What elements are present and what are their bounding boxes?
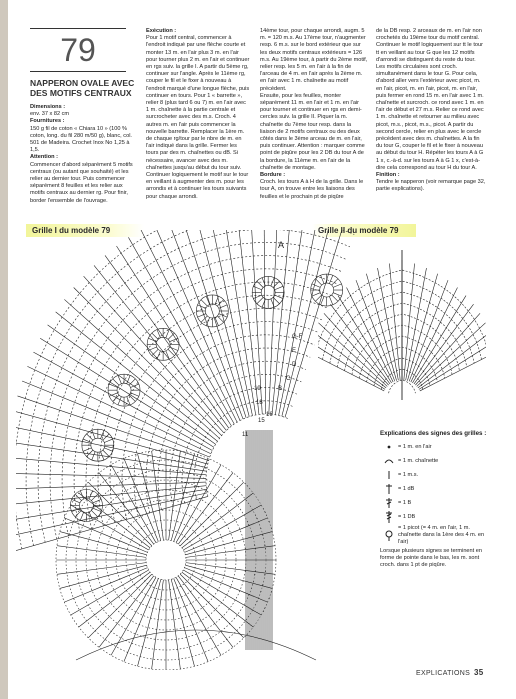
grille-2-label: Grille II du modèle 79 — [312, 224, 416, 237]
fan-spoke — [57, 546, 146, 558]
fan-spoke — [88, 574, 152, 638]
chart-2-strokes — [318, 250, 486, 400]
fan-spoke — [169, 451, 181, 540]
chart-label-19: 19 — [254, 386, 261, 392]
motif-circle-inner — [91, 438, 105, 452]
motif-spoke — [93, 499, 101, 502]
motif-spoke — [166, 330, 169, 338]
legend-text: = 1 DB — [398, 513, 416, 520]
page-number: 35 — [474, 668, 484, 677]
fan-spoke — [184, 518, 267, 552]
legend-items — [380, 441, 490, 546]
grille-1-label: Grille I du modèle 79 — [26, 224, 144, 237]
motif-spoke — [118, 397, 121, 405]
legend-symbol-icon — [380, 511, 398, 523]
motif-spoke — [257, 297, 263, 303]
stitch-spoke — [264, 230, 266, 414]
column-execution — [146, 28, 250, 201]
stitch-spoke — [22, 381, 210, 457]
legend-symbol-icon — [380, 469, 398, 481]
row-arc — [182, 388, 297, 503]
fournitures-text: 150 g fil de coton « Chiara 10 » (100 % coton, long. du fil 280 m/50 g), blanc, col. 501 de Madeira. Crochet Inox No 1,25 à 1,5. — [30, 125, 132, 154]
motif-circle-inner — [156, 337, 170, 351]
leaf-spoke — [318, 323, 387, 387]
execution-heading: Exécution : — [146, 28, 177, 34]
row-arc — [50, 242, 345, 539]
motif-circle-inner — [261, 285, 275, 299]
motif-circle-inner — [117, 383, 131, 397]
legend-text: = 1 m. en l'air — [398, 443, 432, 450]
legend-symbol-icon — [380, 497, 398, 509]
finition-text: Tendre le napperon (voir remarque page 32, partie explications). — [376, 179, 486, 193]
legend-row — [380, 441, 490, 453]
chart-label-e: E — [292, 348, 297, 354]
legend-row — [380, 525, 490, 546]
motif-spoke — [103, 450, 109, 456]
legend-row — [380, 483, 490, 495]
fournitures-heading: Fournitures : — [30, 118, 65, 125]
attention-heading: Attention : — [30, 154, 58, 161]
fan-ring — [146, 540, 186, 580]
leaf-spoke — [330, 304, 390, 384]
motif-spoke — [87, 434, 93, 440]
fan-spoke — [180, 574, 244, 638]
fan-spoke — [183, 505, 261, 550]
page-edge — [0, 0, 8, 699]
stitch-spoke — [33, 352, 212, 450]
motif-spoke — [275, 286, 283, 289]
motif-spoke — [91, 494, 97, 500]
fan-spoke — [71, 570, 149, 615]
legend-symbol-icon — [380, 530, 398, 542]
pattern-title: NAPPERON OVALE AVEC DES MOTIFS CENTRAUX — [30, 78, 135, 98]
motif-spoke — [157, 351, 160, 359]
legend-symbol-icon — [380, 441, 398, 453]
column-left — [30, 104, 138, 205]
leaf-spoke — [420, 352, 486, 391]
row-arc — [16, 230, 359, 549]
stitch-spoke — [180, 230, 246, 418]
chart-label-d: D — [292, 362, 297, 368]
finition-heading: Finition : — [376, 172, 400, 179]
motif-spoke — [75, 494, 81, 500]
stitch-spoke — [27, 366, 211, 453]
middle-text-2: Ensuite, pour les feuilles, monter séparément 11 m. en l'air et 1 m. en l'air pour tourner et continuer en rgs en demi-cercles suiv. la grille II. Piquer la m. chaînette du 7ème tour resp. dans la liaison de 2 motifs centraux ou des deux côtés dans le 3ème arceau de m. en l'air, puis continuer. Attention : marquer comme point de piqûre pour les 2 DB du tour A de la bordure, la 11ème m. en l'air de la chaînette de montage. — [260, 92, 365, 171]
bordure-text: Croch. les tours A à H de la grille. Dans le tour A, on trouve entre les liaisons des feuilles et le prochain pt de piqûre — [260, 179, 364, 200]
motif-spoke — [89, 491, 92, 499]
chart-1-strokes — [16, 230, 359, 670]
motif-spoke — [201, 300, 207, 306]
motif-spoke — [168, 349, 174, 355]
stitch-spoke — [141, 230, 237, 422]
motif-spoke — [166, 351, 169, 359]
stitch-spoke — [56, 312, 218, 441]
motif-spoke — [92, 430, 95, 438]
leaf-spoke — [414, 304, 474, 384]
legend-text: = 1 B — [398, 499, 412, 506]
stitch-spoke — [153, 230, 240, 421]
column-middle — [260, 28, 368, 201]
row-arc — [158, 361, 306, 509]
fan-spoke — [169, 580, 181, 669]
bordure-heading: Bordure : — [260, 172, 286, 179]
row-arc — [122, 322, 319, 520]
motif-spoke — [104, 448, 112, 451]
dimensions-text: env. 37 x 82 cm — [30, 111, 70, 118]
row-arc — [146, 348, 310, 513]
legend-row — [380, 497, 490, 509]
fan-spoke — [176, 577, 221, 655]
legend-note: Lorsque plusieurs signes se terminent en forme de pointe dans le bas, les m. sont croch. dans 1 pt de piqûre. — [380, 548, 482, 569]
motif-spoke — [206, 317, 209, 325]
motif-spoke — [83, 448, 91, 451]
chart-label-11: 11 — [242, 432, 249, 438]
chart-label-18: 18 — [256, 400, 263, 406]
chart-label-c: C — [286, 376, 291, 382]
legend — [380, 430, 490, 548]
fan-spoke — [184, 568, 267, 602]
middle-text-1: 14ème tour, pour chaque arrondi, augm. 5 m. = 120 m.s. Au 17ème tour, n'augmenter resp. 6 m.s. sur le bord extérieur que sur les deux motifs centraux extérieurs = 126 m.s. Au 19ème tour, à partir du 2ème motif, relier resp. les 5 m. en l'air à la fin de l'arceau de 4 m. en l'air après la 2ème m. en l'air avec 1 m. chaînette au motif précédent. — [260, 28, 368, 92]
leaf-spoke — [338, 296, 392, 383]
page-footer — [416, 668, 484, 677]
fan-spoke — [183, 570, 261, 615]
stitch-spoke — [48, 325, 216, 444]
right-text: de la DB resp. 2 arceaux de m. en l'air non crochetés du 19ème tour du motif central. Continuer le motif logiquement sur tt le tour tt en veillant au tour G que les 12 motifs d'arrondi se distinguent du reste du tour. Les motifs circulaires sont croch. simultanément dans le tour G. Pour cela, d'abord aller vers l'extérieur avec picot, m. en l'air, picot, m. en l'air, picot, m. en l'air, puis fermer en rond 15 m. en l'air avec 1 m. chaînette et surcroch. ce rond avec 1 m. en l'air de début et 27 m.s. Relier ce rond avec 1 m. chaînette et retourner au milieu avec picot, m.s., picot, m.s., picot. A partir du second cercle, relier en plus avec le cercle précédent avec des m. chaînettes. A la fin du tour G, couper le fil et le fixer à nouveau au début du tour H. Répéter les tours A à G 1 x, c.-à-d. sur les tours A à G 1 x, c'est-à-dire cela correspond au tour H du tour A. — [376, 28, 484, 171]
legend-text: = 1 m.s. — [398, 471, 419, 478]
crochet-chart-2 — [318, 240, 486, 410]
row-arc — [98, 295, 328, 526]
legend-symbol-icon — [380, 455, 398, 467]
row-arc — [110, 308, 323, 522]
leaf-spoke — [419, 342, 486, 389]
chart-label-gf: G-F — [292, 334, 303, 340]
legend-text: = 1 dB — [398, 485, 415, 492]
stitch-spoke — [116, 246, 231, 426]
chart-label-15: 15 — [258, 418, 265, 424]
motif-spoke — [104, 439, 112, 442]
motif-spoke — [92, 452, 95, 460]
stitch-spoke — [74, 288, 222, 436]
legend-text: = 1 picot (= 4 m. en l'air, 1 m. chaînette dans la 1ère des 4 m. en l'air) — [398, 525, 485, 545]
motif-spoke — [168, 333, 174, 339]
motif-spoke — [91, 510, 97, 516]
execution-text: Pour 1 motif central, commencer à l'endroit indiqué par une flèche courte et monter 13 m. en l'air plus 3 m. en l'air pour tourner plus 2 m. en l'air et continuer en rgs suiv. la grille I. A partir du 5ème rg, continuer sur l'angle. Après le 11ème rg, couper le fil et le fixer à nouveau à l'endroit marqué d'une longue flèche, puis continuer en tours. Pour 1 « barrette », relier 8 (plus tard 6 ou 7) m. en l'air avec 1 m. chaînette à la partie centrale et surcrocheter avec des m.s. Croch. 4 autres m. en l'air puis commencer la nouvelle barrette. Remplacer la 1ère m. de chaque rg/tour par le nbre de m. en l'air indiqué dans la grille. Fermer les tours par des m. chaînettes ou dB. Si nécessaire, avancer avec des m. chaînettes jusqu'au début du tour suiv. Continuer logiquement le motif sur le tour en veillant à augmenter des m. pour les arrondis et à continuer les tours suivants pour chaque arrondi. — [146, 35, 250, 200]
stitch-spoke — [94, 265, 226, 430]
chart-label-16: 16 — [266, 412, 273, 418]
row-arc — [170, 374, 301, 506]
stitch-spoke — [279, 230, 321, 415]
leaf-spoke — [318, 333, 386, 388]
column-right — [376, 28, 486, 194]
legend-row — [380, 455, 490, 467]
legend-heading: Explications des signes des grilles : — [380, 430, 487, 437]
footer-label: EXPLICATIONS — [416, 670, 471, 677]
motif-spoke — [129, 379, 135, 385]
fan-spoke — [186, 546, 275, 558]
row-arc — [134, 335, 315, 516]
leaf-spoke — [417, 323, 486, 387]
attention-text: Commencer d'abord séparément 5 motifs centraux (ou autant que souhaité) et les relier au dernier tour. Puis commencer séparément 8 feuilles et les relier aux motifs centraux au dernier rg. Pour finir, border l'ensemble de l'ouvrage. — [30, 161, 133, 204]
row-arc — [62, 256, 341, 536]
legend-symbol-icon — [380, 483, 398, 495]
motif-spoke — [253, 286, 261, 289]
pattern-number: 79 — [30, 28, 126, 72]
chart-label-a: A — [278, 240, 285, 250]
fan-spoke — [57, 563, 146, 575]
fan-spoke — [186, 563, 275, 575]
legend-row — [380, 511, 490, 523]
fan-spoke — [111, 577, 156, 655]
motif-spoke — [217, 300, 223, 306]
motif-spoke — [80, 512, 83, 520]
motif-spoke — [271, 278, 274, 286]
chart-label-b: B — [278, 386, 283, 392]
legend-row — [380, 469, 490, 481]
legend-text: = 1 m. chaînette — [398, 457, 439, 464]
fan-spoke — [174, 458, 208, 541]
motif-spoke — [152, 349, 158, 355]
fan-spoke — [152, 580, 164, 669]
dimensions-heading: Dimensions : — [30, 104, 66, 110]
motif-circle-inner — [79, 498, 93, 512]
